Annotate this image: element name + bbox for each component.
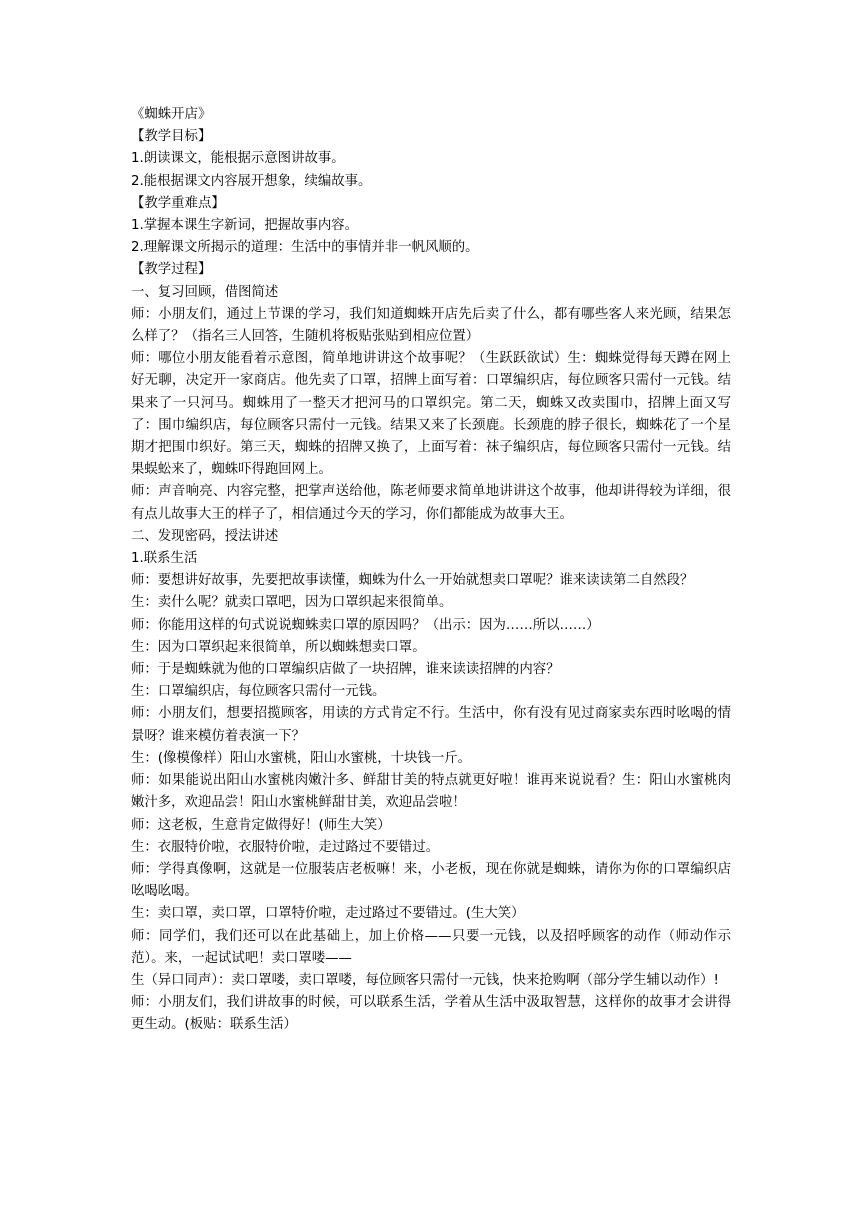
document-body [131,104,731,1037]
dialogue-paragraph: 师：小朋友们，通过上节课的学习，我们知道蜘蛛开店先后卖了什么，都有哪些客人来光顾，结果怎么样了？（指名三人回答，生随机将板贴张贴到相应位置） [131,306,731,345]
dialogue-paragraph: 生：口罩编织店，每位顾客只需付一元钱。 [131,684,386,700]
dialogue-paragraph: 师：声音响亮、内容完整，把掌声送给他，陈老师要求简单地讲讲这个故事，他却讲得较为详细，很有点儿故事大王的样子了，相信通过今天的学习，你们都能成为故事大王。 [131,484,731,522]
dialogue-paragraph: 师：这老板，生意肯定做得好！(师生大笑） [131,817,391,833]
dialogue-paragraph: 师：哪位小朋友能看着示意图，简单地讲讲这个故事呢？（生跃跃欲试）生：蜘蛛觉得每天蹲在网上好无聊，决定开一家商店。他先卖了口罩，招牌上面写着：口罩编织店，每位顾客只需付一元钱。结果来了一只河马。蜘蛛用了一整天才把河马的口罩织完。第二天，蜘蛛又改卖围巾，招牌上面又写了：围巾编织店，每位顾客只需付一元钱。结果又来了长颈鹿。长颈鹿的脖子很长，蜘蛛花了一个星期才把围巾织好。第三天，蜘蛛的招牌又换了，上面写着：袜子编织店，每位顾客只需付一元钱。结果蜈蚣来了，蜘蛛吓得跑回网上。 [131,351,731,478]
dialogue-paragraph: 师：学得真像啊，这就是一位服装店老板嘛！来，小老板，现在你就是蜘蛛，请你为你的口罩编织店吆喝吆喝。 [131,861,731,900]
dialogue-paragraph: 生：(像模像样）阳山水蜜桃，阳山水蜜桃，十块钱一斤。 [131,750,471,766]
subsection-heading: 二、发现密码，授法讲述 [131,528,279,544]
dialogue-paragraph: 生：因为口罩织起来很简单，所以蜘蛛想卖口罩。 [131,639,426,655]
dialogue-paragraph: 生：卖口罩，卖口罩，口罩特价啦，走过路过不要错过。(生大笑） [131,906,525,922]
dialogue-paragraph: 师：同学们，我们还可以在此基础上，加上价格——只要一元钱，以及招呼顾客的动作（师动作示范）。来，一起试试吧！卖口罩喽—— [131,928,731,966]
document-title: 《蜘蛛开店》 [131,107,212,122]
objective-item: 1.朗读课文，能根据示意图讲故事。 [131,151,345,167]
dialogue-paragraph: 师：你能用这样的句式说说蜘蛛卖口罩的原因吗？（出示：因为……所以……） [131,617,600,633]
key-point-item: 1.掌握本课生字新词，把握故事内容。 [131,218,359,234]
dialogue-paragraph: 师：如果能说出阳山水蜜桃肉嫩汁多、鲜甜甘美的特点就更好啦！谁再来说说看？生：阳山水蜜桃肉嫩汁多，欢迎品尝！阳山水蜜桃鲜甜甘美，欢迎品尝啦！ [131,773,731,811]
section-heading-objectives: 【教学目标】 [131,129,212,145]
dialogue-paragraph: 师：要想讲好故事，先要把故事读懂，蜘蛛为什么一开始就想卖口罩呢？谁来读读第二自然段？ [131,573,694,589]
dialogue-paragraph: 师：小朋友们，想要招揽顾客，用读的方式肯定不行。生活中，你有没有见过商家卖东西时吆喝的情景呀？谁来模仿着表演一下？ [131,706,731,744]
section-heading-key-points: 【教学重难点】 [131,195,225,211]
subsection-heading: 一、复习回顾，借图简述 [131,284,279,300]
key-point-item: 2.理解课文所揭示的道理：生活中的事情并非一帆风顺的。 [131,240,479,256]
dialogue-paragraph: 师：于是蜘蛛就为他的口罩编织店做了一块招牌，谁来读读招牌的内容？ [131,662,560,678]
dialogue-paragraph: 生：卖什么呢？就卖口罩吧，因为口罩织起来很简单。 [131,595,453,611]
sub-item-heading: 1.联系生活 [131,551,198,567]
dialogue-paragraph: 生（异口同声）：卖口罩喽，卖口罩喽，每位顾客只需付一元钱，快来抢购啊（部分学生辅以动作）! [131,972,719,988]
section-heading-process: 【教学过程】 [131,262,212,278]
dialogue-paragraph: 师：小朋友们，我们讲故事的时候，可以联系生活，学着从生活中汲取智慧，这样你的故事才会讲得更生动。(板贴：联系生活） [131,995,731,1033]
objective-item: 2.能根据课文内容展开想象，续编故事。 [131,173,372,189]
dialogue-paragraph: 生：衣服特价啦，衣服特价啦，走过路过不要错过。 [131,839,439,855]
